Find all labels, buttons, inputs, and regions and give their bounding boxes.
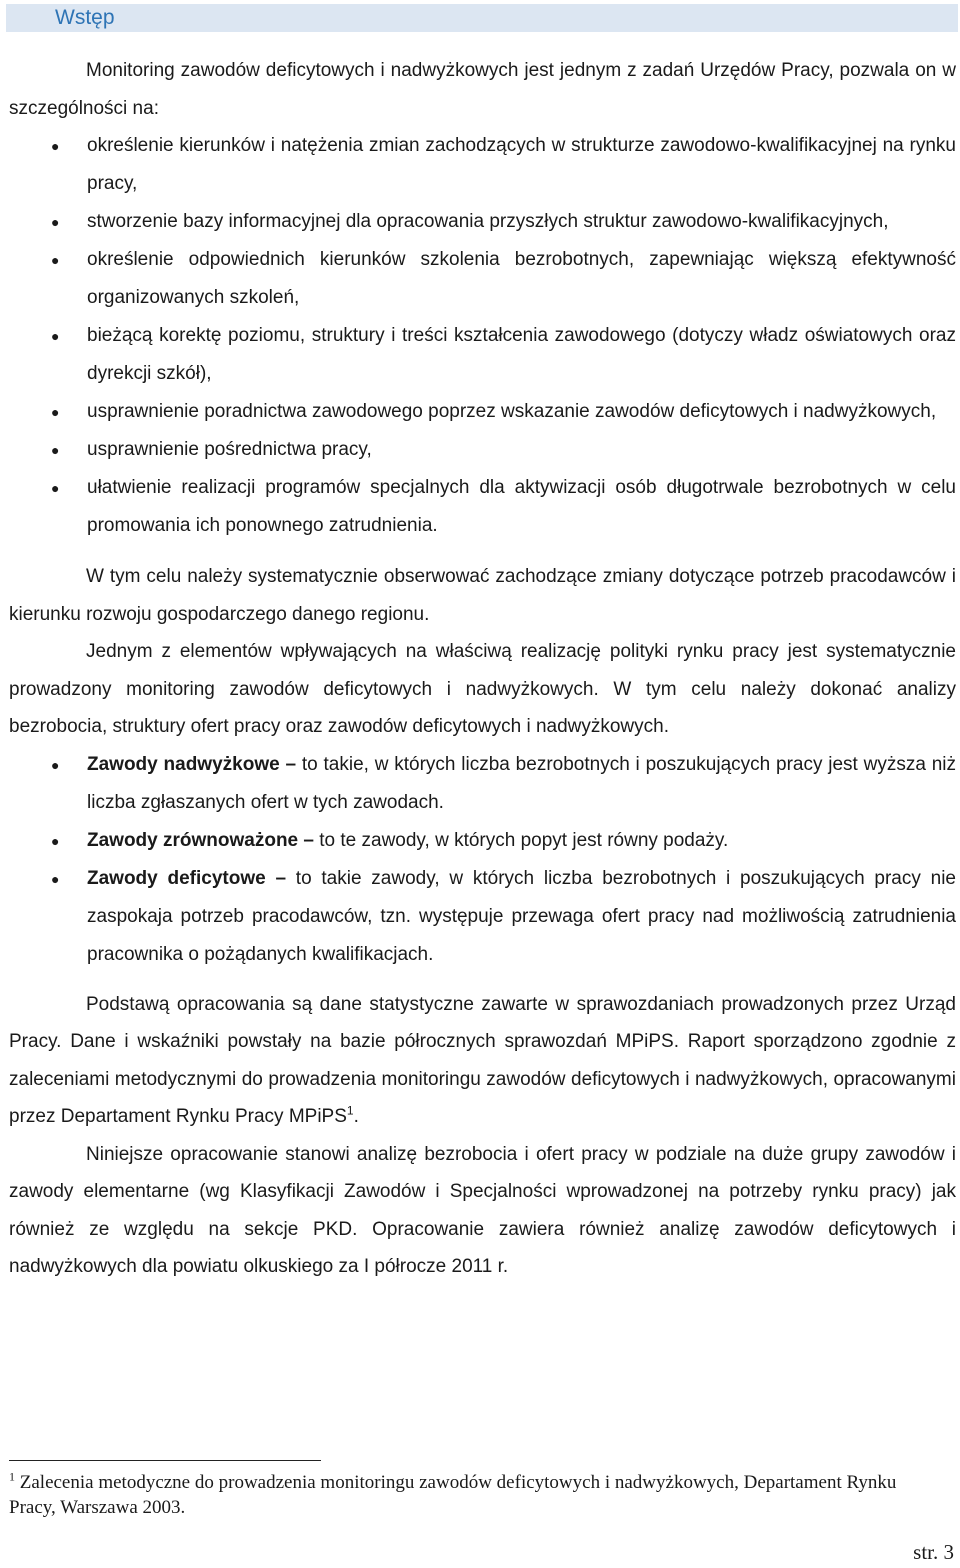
list-item: ● usprawnienie poradnictwa zawodowego poprzez wskazanie zawodów deficytowych i nadwyżkowych,	[9, 393, 956, 431]
document-body	[9, 52, 956, 1286]
paragraph-scope: Niniejsze opracowanie stanowi analizę bezrobocia i ofert pracy w podziale na duże grupy zawodów i zawody elementarne (wg Klasyfikacji Zawodów i Specjalności wprowadzonej na potrzeby rynku pracy) jak również ze względu na sekcje PKD. Opracowanie zawiera również analizę zawodów deficytowych i nadwyżkowych dla powiatu olkuskiego za I półrocze 2011 r.	[9, 1143, 956, 1277]
bullet-icon: ●	[51, 832, 60, 849]
list-item: ● usprawnienie pośrednictwa pracy,	[9, 431, 956, 469]
bullet-icon: ●	[51, 328, 60, 344]
bullet-icon: ●	[51, 214, 60, 230]
definition-item: ● Zawody deficytowe – to takie zawody, w których liczba bezrobotnych i poszukujących pracy nie zaspokaja potrzeb pracodawców, tzn. występuje przewaga ofert pracy nad możliwością zatrudnienia pracownika o pożądanych kwalifikacjach.	[9, 860, 956, 974]
definition-term: Zawody zrównoważone	[87, 829, 299, 851]
definitions-list	[9, 746, 956, 974]
bullet-icon: ●	[51, 252, 60, 268]
paragraph-monitoring: Jednym z elementów wpływających na właściwą realizację polityki rynku pracy jest systematycznie prowadzony monitoring zawodów deficytowych i nadwyżkowych. W tym celu należy dokonać analizy bezrobocia, struktury ofert pracy oraz zawodów deficytowych i nadwyżkowych.	[9, 641, 956, 737]
heading-bar	[6, 4, 958, 32]
definition-term: Zawody nadwyżkowe	[87, 753, 280, 775]
bullet-icon: ●	[51, 480, 60, 496]
bullet-icon: ●	[51, 138, 60, 154]
bullet-icon: ●	[51, 756, 60, 773]
footnote-text: Zalecenia metodyczne do prowadzenia monitoringu zawodów deficytowych i nadwyżkowych, Departament Rynku Pracy, Warszawa 2003.	[9, 1472, 897, 1518]
footnote-reference: 1	[346, 1103, 354, 1118]
footnote	[9, 1470, 909, 1520]
list-item: ● bieżącą korektę poziomu, struktury i treści kształcenia zawodowego (dotyczy władz oświatowych oraz dyrekcji szkół),	[9, 317, 956, 393]
list-item: ● ułatwienie realizacji programów specjalnych dla aktywizacji osób długotrwale bezrobotnych w celu promowania ich ponownego zatrudnienia.	[9, 469, 956, 545]
definition-term: Zawody deficytowe	[87, 867, 266, 889]
bullet-icon: ●	[51, 442, 60, 458]
paragraph-data-source: Podstawą opracowania są dane statystyczne zawarte w sprawozdaniach prowadzonych przez Urząd Pracy. Dane i wskaźniki powstały na bazie półrocznych sprawozdań MPiPS. Raport sporządzono zgodnie z zaleceniami metodycznymi do prowadzenia monitoringu zawodów deficytowych i nadwyżkowych, opracowanymi przez Departament Rynku Pracy MPiPS$^1$.	[9, 993, 956, 1127]
list-item: ● stworzenie bazy informacyjnej dla opracowania przyszłych struktur zawodowo-kwalifikacyjnych,	[9, 203, 956, 241]
bullet-icon: ●	[51, 870, 60, 887]
list-item: ● określenie odpowiednich kierunków szkolenia bezrobotnych, zapewniając większą efektywność organizowanych szkoleń,	[9, 241, 956, 317]
definition-item: ● Zawody nadwyżkowe – to takie, w których liczba bezrobotnych i poszukujących pracy jest wyższa niż liczba zgłaszanych ofert w tych zawodach.	[9, 746, 956, 822]
footnote-mark: 1	[9, 1469, 15, 1484]
list-item: ● określenie kierunków i natężenia zmian zachodzących w strukturze zawodowo-kwalifikacyjnej na rynku pracy,	[9, 127, 956, 203]
intro-paragraph: Monitoring zawodów deficytowych i nadwyżkowych jest jednym z zadań Urzędów Pracy, pozwala on w szczególności na:	[9, 60, 956, 119]
definition-item: ● Zawody zrównoważone – to te zawody, w których popyt jest równy podaży.	[9, 822, 956, 860]
goals-list	[9, 127, 956, 545]
footnote-divider	[9, 1460, 321, 1461]
section-heading: Wstęp	[55, 6, 115, 29]
bullet-icon: ●	[51, 404, 60, 420]
paragraph-observation: W tym celu należy systematycznie obserwować zachodzące zmiany dotyczące potrzeb pracodawców i kierunku rozwoju gospodarczego danego regionu.	[9, 566, 956, 625]
page-number: str. 3	[913, 1540, 954, 1564]
